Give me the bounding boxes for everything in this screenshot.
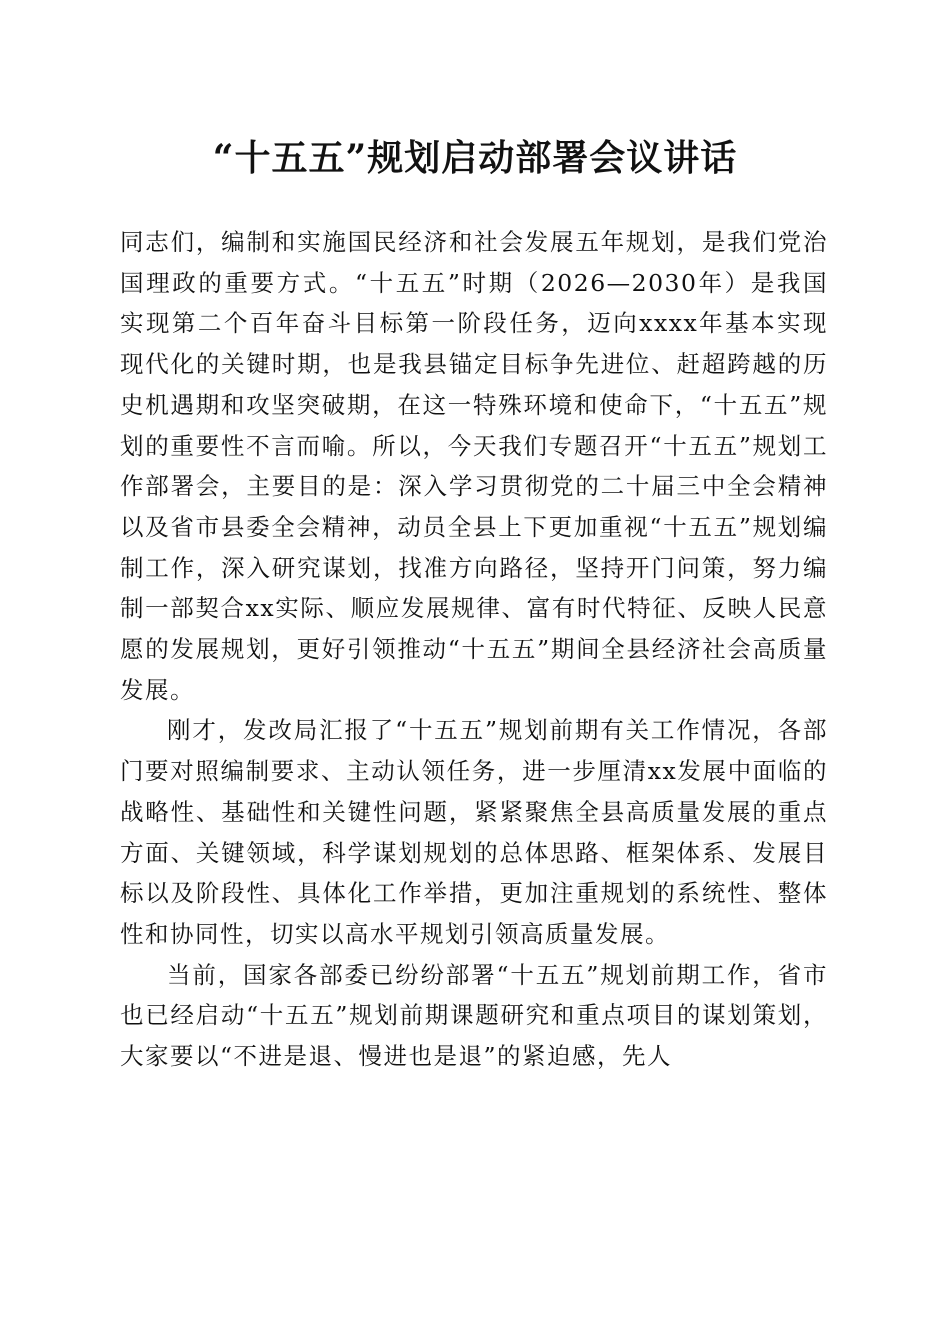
document-title: “十五五”规划启动部署会议讲话 [212,137,738,179]
document-body [120,222,828,1077]
paragraph-current-situation: 当前，国家各部委已纷纷部署“十五五”规划前期工作，省市也已经启动“十五五”规划前期课题研究和重点项目的谋划策划，大家要以“不进是退、慢进也是退”的紧迫感，先人 [120,960,828,1071]
paragraph-opening: 同志们，编制和实施国民经济和社会发展五年规划，是我们党治国理政的重要方式。“十五五”时期（2026—2030年）是我国实现第二个百年奋斗目标第一阶段任务，迈向xxxx年基本实现现代化的关键时期，也是我县锚定目标争先进位、赶超跨越的历史机遇期和攻坚突破期，在这一特殊环境和使命下，“十五五”规划的重要性不言而喻。所以，今天我们专题召开“十五五”规划工作部署会，主要目的是：深入学习贯彻党的二十届三中全会精神以及省市县委全会精神，动员全县上下更加重视“十五五”规划编制工作，深入研究谋划，找准方向路径，坚持开门问策，努力编制一部契合xx实际、顺应发展规律、富有时代特征、反映人民意愿的发展规划，更好引领推动“十五五”期间全县经济社会高质量发展。 [120,228,828,704]
paragraph-report-summary: 刚才，发改局汇报了“十五五”规划前期有关工作情况，各部门要对照编制要求、主动认领任务，进一步厘清xx发展中面临的战略性、基础性和关键性问题，紧紧聚焦全县高质量发展的重点方面、关键领域，科学谋划规划的总体思路、框架体系、发展目标以及阶段性、具体化工作举措，更加注重规划的系统性、整体性和协同性，切实以高水平规划引领高质量发展。 [120,716,828,948]
